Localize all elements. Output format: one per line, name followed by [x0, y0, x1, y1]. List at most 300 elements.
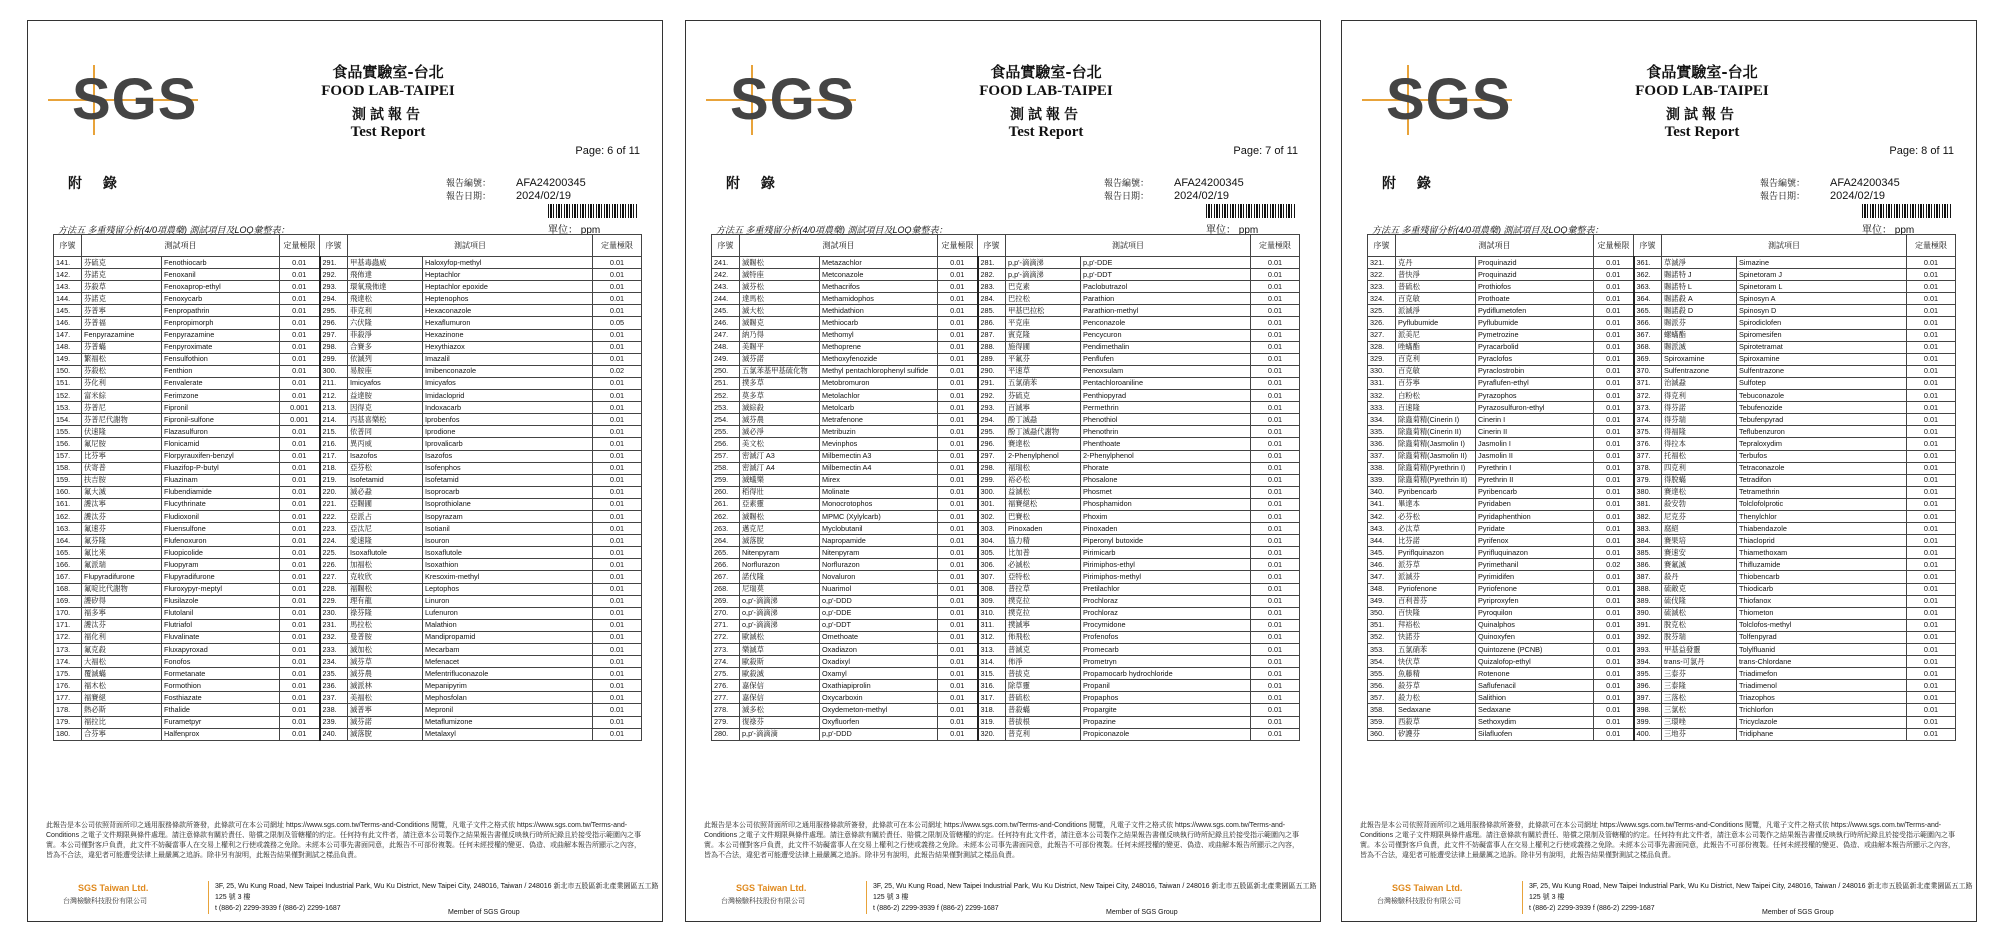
- right-lod: 0.01: [593, 692, 642, 704]
- left-lod: 0.01: [938, 462, 978, 474]
- right-name-en: Tebuconazole: [1737, 390, 1907, 402]
- right-name-zh: 草滅淨: [1662, 257, 1737, 269]
- table-row: [712, 269, 1300, 281]
- right-lod: 0.01: [1251, 353, 1300, 365]
- left-name-zh: 福多寧: [82, 607, 162, 619]
- left-name-zh: 百利普芬: [1396, 595, 1476, 607]
- right-lod: 0.01: [1907, 450, 1956, 462]
- table-row: [712, 486, 1300, 498]
- left-name-en: Molinate: [820, 486, 938, 498]
- table-row: [712, 583, 1300, 595]
- left-lod: 0.01: [1594, 329, 1634, 341]
- right-name-zh: 賽果培: [1662, 535, 1737, 547]
- right-name-zh: 2-Phenylphenol: [1006, 450, 1081, 462]
- right-name-en: Procymidone: [1081, 619, 1251, 631]
- left-name-zh: 樂滅草: [740, 644, 820, 656]
- table-row: [712, 426, 1300, 438]
- left-lod: 0.01: [280, 644, 320, 656]
- right-name-en: Mandipropamid: [423, 631, 593, 643]
- left-name-zh: 合芬寧: [82, 728, 162, 740]
- left-lod: 0.01: [1594, 257, 1634, 269]
- left-no: 261.: [712, 498, 740, 510]
- left-lod: 0.01: [938, 571, 978, 583]
- left-lod: 0.01: [280, 523, 320, 535]
- right-no: 393.: [1634, 644, 1662, 656]
- right-no: 292.: [320, 269, 348, 281]
- left-name-zh: 白粉松: [1396, 390, 1476, 402]
- left-name-zh: 滅綜殺: [740, 402, 820, 414]
- right-no: 287.: [978, 329, 1006, 341]
- left-name-en: Fenvalerate: [162, 377, 280, 389]
- right-name-en: Propazine: [1081, 716, 1251, 728]
- right-name-zh: 腐絕: [1662, 523, 1737, 535]
- left-name-zh: 繁福松: [82, 353, 162, 365]
- table-row: [1368, 341, 1956, 353]
- right-lod: 0.01: [1251, 341, 1300, 353]
- right-no: 285.: [978, 305, 1006, 317]
- right-name-en: Phosphamidon: [1081, 498, 1251, 510]
- left-name-en: Pyriofenone: [1476, 583, 1594, 595]
- left-no: 352.: [1368, 631, 1396, 643]
- right-name-zh: 曼普胺: [348, 631, 423, 643]
- left-name-zh: 氟速芬: [82, 523, 162, 535]
- left-name-en: Pyrifluquinazon: [1476, 547, 1594, 559]
- left-name-en: Oxamyl: [820, 668, 938, 680]
- right-lod: 0.01: [1907, 305, 1956, 317]
- left-lod: 0.01: [938, 450, 978, 462]
- right-no: 309.: [978, 595, 1006, 607]
- right-no: 296.: [978, 438, 1006, 450]
- right-name-zh: 賓克隆: [1006, 329, 1081, 341]
- left-no: 173.: [54, 644, 82, 656]
- right-lod: 0.01: [1251, 281, 1300, 293]
- right-no: 295.: [978, 426, 1006, 438]
- table-row: [54, 293, 642, 305]
- left-no: 153.: [54, 402, 82, 414]
- right-name-en: Spirodiclofen: [1737, 317, 1907, 329]
- right-lod: 0.01: [593, 438, 642, 450]
- left-name-zh: 畢達本: [1396, 498, 1476, 510]
- right-name-en: Isoxaflutole: [423, 547, 593, 559]
- left-name-en: Nitenpyram: [820, 547, 938, 559]
- right-lod: 0.01: [593, 474, 642, 486]
- right-name-en: Terbufos: [1737, 450, 1907, 462]
- report-en: Test Report: [350, 124, 426, 140]
- right-name-zh: 五氯硝苯: [1006, 377, 1081, 389]
- right-lod: 0.01: [1251, 293, 1300, 305]
- table-row: [712, 619, 1300, 631]
- table-row: [1368, 644, 1956, 656]
- left-lod: 0.01: [1594, 498, 1634, 510]
- right-no: 300.: [320, 365, 348, 377]
- right-name-en: Pencycuron: [1081, 329, 1251, 341]
- right-no: 368.: [1634, 341, 1662, 353]
- right-no: 361.: [1634, 257, 1662, 269]
- left-lod: 0.01: [280, 462, 320, 474]
- left-name-zh: 伏速隆: [82, 426, 162, 438]
- right-no: 397.: [1634, 692, 1662, 704]
- left-no: 146.: [54, 317, 82, 329]
- right-lod: 0.01: [1907, 510, 1956, 522]
- right-name-zh: 馬拉松: [348, 619, 423, 631]
- right-lod: 0.01: [593, 559, 642, 571]
- right-name-zh: 得克利: [1662, 390, 1737, 402]
- right-name-zh: 普殺蟎: [1006, 704, 1081, 716]
- right-no: 295.: [320, 305, 348, 317]
- right-lod: 0.01: [1907, 656, 1956, 668]
- left-lod: 0.01: [938, 402, 978, 414]
- right-lod: 0.01: [1251, 269, 1300, 281]
- table-row: [712, 631, 1300, 643]
- right-no: 230.: [320, 607, 348, 619]
- report-meta: 報告編號： AFA24200345 報告日期： 2024/02/19: [446, 177, 586, 202]
- right-name-en: Heptachlor epoxide: [423, 281, 593, 293]
- left-name-zh: 滅芬農: [740, 414, 820, 426]
- left-name-en: Pyridaben: [1476, 498, 1594, 510]
- left-name-zh: 護汰芬: [82, 510, 162, 522]
- left-name-zh: 芬諾克: [82, 269, 162, 281]
- right-name-zh: 滅芬農: [348, 668, 423, 680]
- right-lod: 0.01: [1907, 390, 1956, 402]
- left-no: 262.: [712, 510, 740, 522]
- table-row: [54, 438, 642, 450]
- left-name-zh: 滅特座: [740, 269, 820, 281]
- right-name-en: Imicyafos: [423, 377, 593, 389]
- left-name-en: Fenoxanil: [162, 269, 280, 281]
- report-number: AFA24200345: [1174, 177, 1244, 189]
- left-name-zh: 滅大松: [740, 305, 820, 317]
- right-lod: 0.01: [1907, 547, 1956, 559]
- right-no: 298.: [978, 462, 1006, 474]
- right-lod: 0.01: [593, 583, 642, 595]
- left-name-en: MPMC (Xylylcarb): [820, 510, 938, 522]
- right-no: 319.: [978, 716, 1006, 728]
- barcode: [548, 204, 638, 218]
- left-name-en: Pyrethrin I: [1476, 462, 1594, 474]
- table-row: [54, 547, 642, 559]
- right-lod: 0.01: [1251, 317, 1300, 329]
- right-name-zh: 巴拉松: [1006, 293, 1081, 305]
- right-no: 300.: [978, 486, 1006, 498]
- right-no: 384.: [1634, 535, 1662, 547]
- report-number: AFA24200345: [1830, 177, 1900, 189]
- right-name-en: Tolclofolprotic: [1737, 498, 1907, 510]
- left-lod: 0.01: [280, 607, 320, 619]
- right-lod: 0.01: [1907, 462, 1956, 474]
- left-name-en: Pyribencarb: [1476, 486, 1594, 498]
- left-name-zh: 嘉保信: [740, 692, 820, 704]
- right-no: 298.: [320, 341, 348, 353]
- right-no: 292.: [978, 390, 1006, 402]
- left-name-en: Fluxapyroxad: [162, 644, 280, 656]
- table-row: [1368, 390, 1956, 402]
- right-name-zh: 殺丹: [1662, 571, 1737, 583]
- appendix-heading: 附 錄: [68, 176, 125, 192]
- right-name-zh: 撲滅寧: [1006, 619, 1081, 631]
- right-name-en: p,p'-DDE: [1081, 257, 1251, 269]
- disclaimer-text: 此報告是本公司依照背面所印之通用服務條款所簽發，此條款可在本公司網址 https://www.sgs.com.tw/Terms-and-Conditions 閱覽，凡電子文件之格式依 https://www.sgs.com.tw/Terms-and-Conditions 之電子文件期限與條件處理。請注意條款有關於責任、賠償之限制及管轄權的約定。任何持有此文件者，請注意本公司製作之結果報告書僅反映執行時所紀錄且於接受指示範圍內之事實。本公司僅對客戶負責，此文件不妨礙當事人在交易上權利之行使或義務之免除。未經本公司事先書面同意，此報告不可部份複製。任何未經授權的變更、偽造、或曲解本報告所顯示之內容，皆為不合法，違犯者可能遭受法律上最嚴厲之追訴。除非另有說明，此報告結果僅對測試之樣品負責。: [46, 822, 642, 859]
- table-row: [54, 305, 642, 317]
- left-name-en: Oxycarboxin: [820, 692, 938, 704]
- left-name-en: Oxathiapiprolin: [820, 680, 938, 692]
- left-name-zh: 派滅淨: [1396, 305, 1476, 317]
- right-name-zh: 酚丁滅蝨: [1006, 414, 1081, 426]
- right-name-zh: 普硫松: [1006, 692, 1081, 704]
- left-no: 322.: [1368, 269, 1396, 281]
- left-no: 279.: [712, 716, 740, 728]
- left-name-en: Pyroquilon: [1476, 607, 1594, 619]
- right-no: 283.: [978, 281, 1006, 293]
- left-no: 356.: [1368, 680, 1396, 692]
- left-lod: 0.01: [1594, 668, 1634, 680]
- right-name-en: Iprovalicarb: [423, 438, 593, 450]
- left-name-zh: 嘉保信: [740, 680, 820, 692]
- left-lod: 0.01: [1594, 426, 1634, 438]
- right-lod: 0.01: [1907, 523, 1956, 535]
- left-name-en: Fluopyram: [162, 559, 280, 571]
- right-no: 369.: [1634, 353, 1662, 365]
- left-name-en: Fluensulfone: [162, 523, 280, 535]
- left-name-zh: 富米綜: [82, 390, 162, 402]
- right-lod: 0.01: [1251, 583, 1300, 595]
- left-name-en: o,p'-DDD: [820, 595, 938, 607]
- right-name-zh: 亞芬松: [348, 462, 423, 474]
- left-no: 156.: [54, 438, 82, 450]
- left-name-zh: 撲多草: [740, 377, 820, 389]
- right-no: 312.: [978, 631, 1006, 643]
- right-name-en: Spinosyn A: [1737, 293, 1907, 305]
- right-lod: 0.01: [1907, 607, 1956, 619]
- left-name-en: Napropamide: [820, 535, 938, 547]
- table-row: [1368, 595, 1956, 607]
- report-date: 2024/02/19: [1830, 190, 1886, 202]
- left-lod: 0.01: [938, 631, 978, 643]
- left-no: 161.: [54, 498, 82, 510]
- right-no: 211.: [320, 377, 348, 389]
- table-row: [54, 523, 642, 535]
- right-lod: 0.01: [1251, 438, 1300, 450]
- right-name-zh: 三泰隆: [1662, 680, 1737, 692]
- left-no: 166.: [54, 559, 82, 571]
- right-name-en: Spiromesifen: [1737, 329, 1907, 341]
- left-lod: 0.01: [1594, 728, 1634, 740]
- left-name-en: Flufenoxuron: [162, 535, 280, 547]
- right-no: 399.: [1634, 716, 1662, 728]
- right-lod: 0.01: [1907, 692, 1956, 704]
- results-table: 序號 測試項目 定量極限 序號 測試項目 定量極限 241. 滅賜松 Metazachlor 0.01 281. p,p'-滴滴涕 p,p'-DDE 0.01 242. 滅特座 Metconazole 0.01 282. p,p'-滴滴涕 p,p'-DDT 0.01 243. 滅芬松 Methacrifos 0.01 283. 巴克素 Paclobutrazol 0.01 244. 達馬松 Methamidophos 0.01 284. 巴拉松 Parathion 0.01 245. 滅大松 Methidathion 0.01 285. 甲基巴拉松 Parathion-methyl 0.01 246. 滅賜克 Methiocarb 0.01 286. 平克座 Penconazole 0.01 247. 納乃得 Methomyl 0.01 287. 賓克隆 Pencycuron 0.01 248. 美賜平 Methoprene 0.01 288. 施得圃 Pendimethalin 0.01 249. 滅芬諾 Methoxyfenozide 0.01 289. 平氟芬 Penflufen 0.01 250. 五氯苯基甲基硫化物 Methyl pentachlorophenyl sulfide 0.01 290. 平速草 Penoxsulam 0.01 251. 撲多草 Metobromuron 0.01 291. 五氯硝苯 Pentachloroaniline 0.01 252. 莫多草 Metolachlor 0.01 292. 芬硫克 Penthiopyrad 0.01 253. 滅綜殺 Metolcarb 0.01 293. 百滅寧 Permethrin 0.01 254. 滅芬農 Metrafenone 0.01 294. 酚丁滅蝨 Phenothiol 0.01 255. 滅必淨 Metribuzin 0.01 295. 酚丁滅蝨代謝物 Phenothrin 0.01 256. 美文松 Mevinphos 0.01 296. 賽達松 Phenthoate 0.01 257. 密滅汀 A3 Milbemectin A3 0.01 297. 2-Phenylphenol 2-Phenylphenol 0.01 258. 密滅汀 A4 Milbemectin A4 0.01 298. 福瑞松 Phorate 0.01 259. 滅蟻樂 Mirex 0.01 299. 裕必松 Phosalone 0.01 260. 稻得壯 Molinate 0.01 300. 益滅松 Phosmet 0.01 261. 亞素靈 Monocrotophos 0.01 301. 福賽絕松 Phosphamidon 0.01 262. 滅賜松 MPMC (Xylylcarb) 0.01 302. 巴賽松 Phoxim 0.01 263. 邁克尼 Myclobutanil 0.01 303. Pinoxaden Pinoxaden 0.01 264. 滅落脫 Napropamide 0.01 304. 協力精 Piperonyl butoxide 0.01 265. Nitenpyram Nitenpyram 0.01 305. 比加普 Pirimicarb 0.01 266. Norflurazon Norflurazon 0.01 306. 必滅松 Pirimiphos-ethyl 0.01 267. 諾伐隆 Novaluron 0.01 307. 亞特松 Pirimiphos-methyl 0.01 268. 尼瑞莫 Nuarimol 0.01 308. 普拉草 Pretilachlor 0.01 269. o,p'-滴滴涕 o,p'-DDD 0.01 309. 撲克拉 Prochloraz 0.01 270. o,p'-滴滴涕 o,p'-DDE 0.01 310. 撲克拉 Prochloraz 0.01 271. o,p'-滴滴涕 o,p'-DDT 0.01 311. 撲滅寧 Procymidone 0.01 272. 歐滅松 Omethoate 0.01 312. 佈飛松 Profenofos 0.01 273. 樂滅草 Oxadiazon 0.01 313. 普滅克 Promecarb 0.01 274. 歐殺斯 Oxadixyl 0.01 314. 佈淨 Prometryn 0.01 275. 歐殺滅 Oxamyl 0.01 315. 普拔克 Propamocarb hydrochloride 0.01 276. 嘉保信 Oxathiapiprolin 0.01 316. 除草靈 Propanil 0.01 277. 嘉保信 Oxycarboxin 0.01 317. 普硫松 Propaphos 0.01 278. 滅多松 Oxydemeton-methyl 0.01 318. 普殺蟎 Propargite 0.01 279. 復祿芬 Oxyfluorfen 0.01 319. 普拔根 Propazine 0.01 280. p,p'-滴滴滴 p,p'-DDD 0.01 320. 普克利 Propiconazole 0.01: [711, 234, 1300, 741]
- table-row: [1368, 474, 1956, 486]
- company-name: SGS Taiwan Ltd.: [736, 883, 807, 893]
- table-row: [1368, 486, 1956, 498]
- right-name-zh: p,p'-滴滴涕: [1006, 257, 1081, 269]
- right-name-en: Isouron: [423, 535, 593, 547]
- right-no: 238.: [320, 704, 348, 716]
- right-name-en: Mephosfolan: [423, 692, 593, 704]
- table-row: [1368, 498, 1956, 510]
- right-name-en: Tetraconazole: [1737, 462, 1907, 474]
- left-name-zh: 滅芬松: [740, 281, 820, 293]
- right-no: 291.: [320, 257, 348, 269]
- right-name-en: Spinetoram J: [1737, 269, 1907, 281]
- left-lod: 0.01: [1594, 438, 1634, 450]
- left-name-zh: 除蟲菊精(Pyrethrin II): [1396, 474, 1476, 486]
- right-name-en: Spinosyn D: [1737, 305, 1907, 317]
- left-lod: 0.01: [1594, 474, 1634, 486]
- company-name: SGS Taiwan Ltd.: [78, 883, 149, 893]
- right-name-en: Phenthoate: [1081, 438, 1251, 450]
- left-name-en: Fenothiocarb: [162, 257, 280, 269]
- right-name-zh: 賽達松: [1006, 438, 1081, 450]
- left-lod: 0.01: [938, 353, 978, 365]
- right-lod: 0.01: [593, 341, 642, 353]
- table-row: [54, 462, 642, 474]
- left-lod: 0.01: [280, 305, 320, 317]
- left-name-en: Fensulfothion: [162, 353, 280, 365]
- right-no: 374.: [1634, 414, 1662, 426]
- right-name-zh: 普拉草: [1006, 583, 1081, 595]
- right-name-en: Phoxim: [1081, 510, 1251, 522]
- left-name-zh: 氟派瑞: [82, 559, 162, 571]
- left-name-en: Flutolanil: [162, 607, 280, 619]
- right-lod: 0.01: [1907, 498, 1956, 510]
- left-name-zh: 亞素靈: [740, 498, 820, 510]
- left-name-en: Flutriafol: [162, 619, 280, 631]
- left-name-en: Fluvalinate: [162, 631, 280, 643]
- right-name-en: Isoprocarb: [423, 486, 593, 498]
- table-row: [712, 474, 1300, 486]
- right-no: 289.: [978, 353, 1006, 365]
- right-name-zh: Isofetamid: [348, 474, 423, 486]
- left-name-zh: 納乃得: [740, 329, 820, 341]
- right-name-en: Thenylchlor: [1737, 510, 1907, 522]
- left-lod: 0.01: [1594, 510, 1634, 522]
- left-no: 241.: [712, 257, 740, 269]
- right-lod: 0.01: [1907, 365, 1956, 377]
- left-no: 274.: [712, 656, 740, 668]
- right-no: 301.: [978, 498, 1006, 510]
- right-no: 237.: [320, 692, 348, 704]
- report-en: Test Report: [1664, 124, 1740, 140]
- left-name-en: Quinoxyfen: [1476, 631, 1594, 643]
- left-no: 272.: [712, 631, 740, 643]
- table-row: [54, 377, 642, 389]
- right-no: 315.: [978, 668, 1006, 680]
- left-no: 348.: [1368, 583, 1396, 595]
- right-name-zh: 得福隆: [1662, 426, 1737, 438]
- table-row: [712, 535, 1300, 547]
- left-no: 152.: [54, 390, 82, 402]
- left-no: 333.: [1368, 402, 1396, 414]
- left-name-en: Proquinazid: [1476, 269, 1594, 281]
- right-name-en: Iprobenfos: [423, 414, 593, 426]
- table-row: [712, 644, 1300, 656]
- left-lod: 0.01: [280, 377, 320, 389]
- left-no: 157.: [54, 450, 82, 462]
- left-name-en: Prothiofos: [1476, 281, 1594, 293]
- method-note: 方法五 多重殘留分析(4/0項農藥) 測試項目及LOQ彙整表：: [1372, 225, 1604, 235]
- left-no: 259.: [712, 474, 740, 486]
- left-name-en: Pyraflufen-ethyl: [1476, 377, 1594, 389]
- left-lod: 0.01: [938, 607, 978, 619]
- member-note: Member of SGS Group: [1762, 909, 1834, 916]
- left-lod: 0.01: [938, 317, 978, 329]
- left-no: 143.: [54, 281, 82, 293]
- left-lod: 0.01: [280, 656, 320, 668]
- left-no: 327.: [1368, 329, 1396, 341]
- right-lod: 0.01: [593, 595, 642, 607]
- left-no: 275.: [712, 668, 740, 680]
- right-no: 224.: [320, 535, 348, 547]
- right-lod: 0.01: [1907, 414, 1956, 426]
- right-name-zh: 普拔克: [1006, 668, 1081, 680]
- right-name-zh: 依普同: [348, 426, 423, 438]
- left-no: 263.: [712, 523, 740, 535]
- right-lod: 0.01: [1251, 535, 1300, 547]
- left-name-zh: 歐滅松: [740, 631, 820, 643]
- left-name-en: Saflufenacil: [1476, 680, 1594, 692]
- left-no: 355.: [1368, 668, 1396, 680]
- right-name-en: Parathion-methyl: [1081, 305, 1251, 317]
- right-no: 382.: [1634, 510, 1662, 522]
- left-no: 249.: [712, 353, 740, 365]
- left-name-en: Fenpyrazamine: [162, 329, 280, 341]
- left-name-zh: 百克敏: [1396, 293, 1476, 305]
- right-name-zh: 普克利: [1006, 728, 1081, 740]
- right-no: 316.: [978, 680, 1006, 692]
- right-no: 216.: [320, 438, 348, 450]
- right-name-en: Hexythiazox: [423, 341, 593, 353]
- left-name-zh: Pyflubumide: [1396, 317, 1476, 329]
- right-name-en: Spinetoram L: [1737, 281, 1907, 293]
- left-name-en: Fluopicolide: [162, 547, 280, 559]
- right-name-zh: 三泰芬: [1662, 668, 1737, 680]
- right-no: 231.: [320, 619, 348, 631]
- right-lod: 0.01: [593, 402, 642, 414]
- table-row: [54, 644, 642, 656]
- left-name-en: Halfenprox: [162, 728, 280, 740]
- right-name-zh: 飛佈達: [348, 269, 423, 281]
- left-no: 168.: [54, 583, 82, 595]
- right-no: 299.: [320, 353, 348, 365]
- right-name-en: Pirimicarb: [1081, 547, 1251, 559]
- right-name-zh: 平克座: [1006, 317, 1081, 329]
- left-no: 331.: [1368, 377, 1396, 389]
- right-lod: 0.01: [1907, 293, 1956, 305]
- right-name-zh: 得芬諾: [1662, 402, 1737, 414]
- left-lod: 0.01: [280, 571, 320, 583]
- right-no: 229.: [320, 595, 348, 607]
- right-name-en: Tetradifon: [1737, 474, 1907, 486]
- left-no: 179.: [54, 716, 82, 728]
- report-number: AFA24200345: [516, 177, 586, 189]
- left-name-en: Metolcarb: [820, 402, 938, 414]
- right-lod: 0.01: [593, 353, 642, 365]
- right-lod: 0.01: [593, 571, 642, 583]
- left-name-zh: 比芬寧: [82, 450, 162, 462]
- right-name-en: Thiamethoxam: [1737, 547, 1907, 559]
- table-row: [1368, 583, 1956, 595]
- table-row: [712, 353, 1300, 365]
- right-name-zh: 合賽多: [348, 341, 423, 353]
- left-no: 329.: [1368, 353, 1396, 365]
- left-lod: 0.01: [938, 547, 978, 559]
- left-no: 338.: [1368, 462, 1396, 474]
- left-name-zh: 氟克殺: [82, 644, 162, 656]
- left-name-zh: 邁克尼: [740, 523, 820, 535]
- table-row: [1368, 426, 1956, 438]
- table-row: [54, 281, 642, 293]
- left-lod: 0.01: [938, 498, 978, 510]
